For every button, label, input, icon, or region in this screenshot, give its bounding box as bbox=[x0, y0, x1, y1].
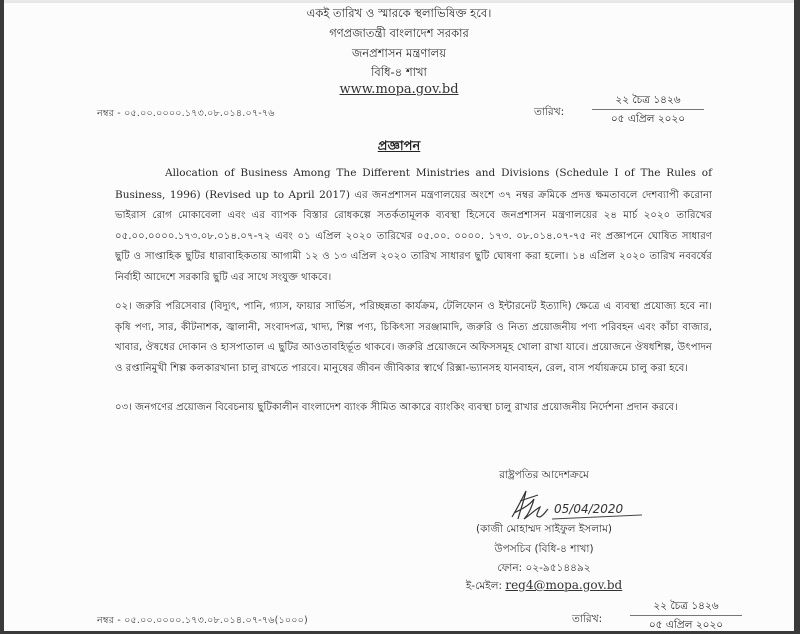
paragraph-2: ০২। জরুরি পরিসেবার (বিদ্যুৎ, পানি, গ্যাস, ফায়ার সার্ভিস, পরিচ্ছন্নতা কার্যক্রম, টেলিফোন ও ইন্টারনেট ইত্যাদি) ক্ষেত্রে এ ব্যবস্থা প্রযোজ্য হবে না। কৃষি পণ্য, সার, কীটনাশক, জ্বালানী, সংবাদপত্র, খাদ্য, শিল্প পণ্য, চিকিৎসা সরঞ্জামাদি, জরুরি ও নিত্য প্রয়োজনীয় পণ্য পরিবহন এবং কাঁচা বাজার, খাবার, ঔষধের দোকান ও হাসপাতাল এ ছুটির আওতাবহির্ভূত থাকবে। জরুরি প্রয়োজনে অফিসসমূহ খোলা রাখা যাবে। প্রয়োজনে ঔষধশিল্প, উৎপাদন ও রপ্তানিমুখী শিল্প কলকারখানা চালু রাখতে পারবে। মানুষের জীবন জীবিকার স্বার্থে রিক্সা-ভ্যানসহ যানবাহন, রেল, বাস পর্যায়ক্রমে চালু করা হবে। bbox=[115, 301, 712, 374]
handwritten-signature-icon bbox=[504, 487, 644, 525]
paragraph-1-english: Allocation of Business Among The Different Ministries and Divisions (Schedule I of The Rules of Business, 1996) (Revised up to April 2017) bbox=[115, 167, 712, 201]
date-block-bottom bbox=[630, 599, 742, 631]
signature-date: 05/04/2020 bbox=[554, 502, 624, 516]
signatory-designation: উপসচিব (বিধি-৪ শাখা) bbox=[494, 543, 594, 555]
memo-number-top: নম্বর - ০৫.০০.০০০০.১৭৩.০৮.০১৪.০৭-৭৬ bbox=[97, 108, 275, 119]
date-label-bottom: তারিখ: bbox=[572, 613, 603, 625]
paragraph-3: ০৩। জনগণের প্রয়োজন বিবেচনায় ছুটিকালীন বাংলাদেশ ব্যাংক সীমিত আকারে ব্যাংকিং ব্যবস্থা চালু রাখার প্রয়োজনীয় নির্দেশনা প্রদান করবে। bbox=[115, 402, 678, 413]
paragraph-1-bangla: এর জনপ্রশাসন মন্ত্রণালয়ের অংশে ৩৭ নম্বর ক্রমিকে প্রদত্ত ক্ষমতাবলে দেশব্যাপী করোনা ভাইরাস রোগ মোকাবেলা এবং এর ব্যাপক বিস্তার রোধকল্পে সতর্কতামূলক ব্যবস্থা হিসেবে জনপ্রশাসন মন্ত্রণালয়ের ২৪ মার্চ ২০২০ তারিখের ০৫.০০.০০০০.১৭৩.০৮.০১৪.০৭-৭২ এবং ০১ এপ্রিল ২০২০ তারিখের ০৫.০০. ০০০০. ১৭৩. ০৮.০১৪.০৭-৭৫ নং প্রজ্ঞাপনে ঘোষিত সাধারণ ছুটি ও সাপ্তাহিক ছুটির ধারাবাহিকতায় আগামী ১২ ও ১৩ এপ্রিল ২০২০ তারিখ সাধারণ ছুটি ঘোষণা করা হলো। ১৪ এপ্রিল ২০২০ তারিখ নববর্ষের নির্বাহী আদেশে সরকারি ছুটি এর সাথে সংযুক্ত থাকবে। bbox=[115, 189, 712, 283]
copy-note: একই তারিখ ও স্মারকে স্থলাভিষিক্ত হবে। bbox=[306, 6, 492, 20]
page-top-edge bbox=[4, 0, 794, 3]
date-gregorian-top: ০৫ এপ্রিল ২০২০ bbox=[610, 113, 686, 125]
signatory-name: (কাজী মোহাম্মদ সাইফুল ইসলাম) bbox=[475, 523, 613, 535]
government-name: গণপ্রজাতন্ত্রী বাংলাদেশ সরকার bbox=[329, 26, 469, 40]
notice-title: প্রজ্ঞাপন bbox=[377, 139, 421, 154]
branch-name: বিধি-৪ শাখা bbox=[371, 65, 427, 79]
date-bangla-top: ২২ চৈত্র ১৪২৬ bbox=[592, 93, 704, 110]
memo-number-bottom: নম্বর - ০৫.০০.০০০০.১৭৩.০৮.০১৪.০৭-৭৬(১০০০) bbox=[97, 615, 308, 626]
email-link[interactable]: reg4@mopa.gov.bd bbox=[505, 578, 623, 592]
date-label-top: তারিখ: bbox=[534, 106, 565, 118]
document-page bbox=[4, 0, 794, 631]
paragraph-1 bbox=[115, 163, 712, 288]
website-link[interactable]: www.mopa.gov.bd bbox=[339, 82, 459, 97]
signatory-phone: ফোন: ০২-৯৫১৪৪৯২ bbox=[497, 562, 591, 574]
date-bangla-bottom: ২২ চৈত্র ১৪২৬ bbox=[630, 599, 742, 616]
date-block-top bbox=[592, 93, 704, 126]
date-gregorian-bottom: ০৫ এপ্রিল ২০২০ bbox=[648, 619, 724, 631]
email-label: ই-মেইল: bbox=[465, 580, 506, 592]
signatory-email-line bbox=[404, 578, 684, 596]
by-order-of-president: রাষ্ট্রপতির আদেশক্রমে bbox=[499, 469, 589, 481]
ministry-name: জনপ্রশাসন মন্ত্রণালয় bbox=[352, 46, 446, 60]
